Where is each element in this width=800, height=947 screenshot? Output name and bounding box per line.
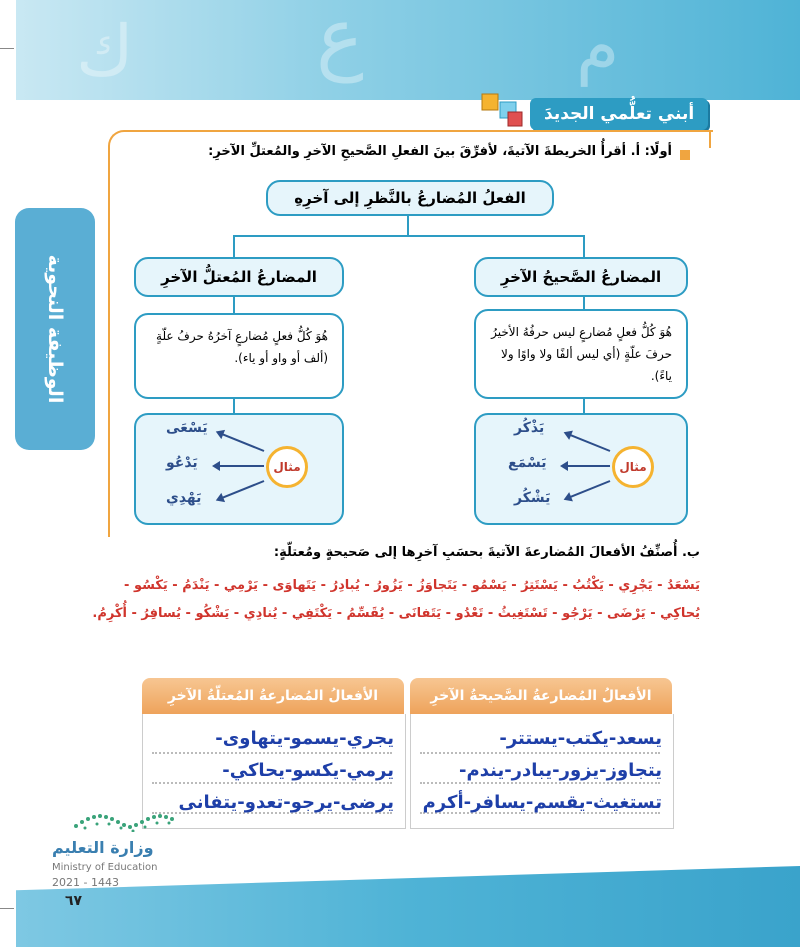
right-example: يَشْكُر <box>514 490 551 506</box>
handwritten-answer: يرمي-يكسو-يحاكي- <box>222 760 394 781</box>
left-example: يَهْدِي <box>166 490 202 506</box>
right-example: يَذْكُر <box>514 420 545 436</box>
map-right-examples <box>474 413 688 525</box>
side-tab <box>15 208 95 450</box>
map-right-desc <box>474 309 688 399</box>
crop-mark <box>0 908 14 909</box>
map-left-title-label: المضارعُ المُعتلُّ الآخرِ <box>161 268 317 286</box>
handwritten-answer: يرضى-يرجو-تعدو-يتفانى <box>178 792 394 813</box>
banner-letter: ع <box>316 0 364 83</box>
orange-frame-right <box>709 130 711 148</box>
map-right-title-label: المضارعُ الصَّحيحُ الآخرِ <box>500 268 662 286</box>
section-title: أبني تعلُّمي الجديدَ <box>530 98 708 130</box>
banner-letter: م <box>576 5 620 87</box>
map-right-desc-text: هُوَ كُلُّ فعلٍ مُضارعٍ ليس حرفُهُ الأخيرُ حرفَ علّةٍ (أي ليس ألفًا ولا واوًا ولا ياءً). <box>491 325 672 383</box>
connector <box>233 235 235 257</box>
question-b: ب. أُصنِّفُ الأفعالَ المُضارعةَ الآتيةَ بحسَبِ آخرِها إلى صَحيحةٍ ومُعتلّةٍ: <box>273 545 700 560</box>
map-left-desc-text: هُوَ كُلُّ فعلٍ مُضارعٍ آخرُهُ حرفُ علّةٍ (ألف أو واو أو ياء). <box>156 329 328 365</box>
map-left-title <box>134 257 344 297</box>
map-right-title <box>474 257 688 297</box>
question-a: أولًا: أ. أقرأُ الخريطةَ الآتيةَ، لأفرِّقَ بينَ الفعلِ الصَّحيحِ الآخرِ والمُعتلِّ الآخرِ: <box>208 144 672 159</box>
handwritten-answer: يجري-يسمو-يتهاوى- <box>215 728 394 749</box>
edition-year: 2021 - 1443 <box>52 876 119 889</box>
right-example: يَسْمَع <box>508 455 547 471</box>
connector <box>233 295 235 313</box>
connector <box>407 214 409 236</box>
arrow <box>218 465 264 467</box>
bullet-icon <box>680 150 690 160</box>
answer-line <box>152 782 392 784</box>
footer-band <box>16 866 800 947</box>
left-example: يَدْعُو <box>166 455 198 471</box>
connector <box>233 397 235 413</box>
moe-logo-english: Ministry of Education <box>52 862 158 873</box>
crop-mark <box>0 48 14 49</box>
verbs-line: يُحاكِي - يَرْضَى - يَرْجُو - تَسْتَغِيثُ - تَعْدُو - يَتَفانَى - يُقَسِّمُ - يَكْتَفِي - يُنادِي - يَشْكُو - يُسافِرُ - أُكْرِمُ. <box>92 606 700 621</box>
connector <box>583 295 585 309</box>
right-example-badge: مثال <box>612 446 654 488</box>
handwritten-answer: تستغيث-يقسم-يسافر-أكرم <box>422 792 662 813</box>
verbs-line: يَسْعَدُ - يَجْرِي - يَكْتُبُ - يَسْتَتِرُ - يَسْمُو - يَتَجاوَزُ - يَزُورُ - يُبادِرُ - يَتَهاوَى - يَرْمِي - يَنْدَمُ - يَكْسُو - <box>124 578 700 593</box>
moe-logo-arabic: وزارة التعليم <box>52 838 154 857</box>
orange-frame-top <box>600 130 711 132</box>
connector <box>583 235 585 257</box>
connector <box>233 235 585 237</box>
answer-line <box>420 752 660 754</box>
handwritten-answer: يسعد-يكتب-يستتر- <box>499 728 662 749</box>
moe-logo-icon <box>70 806 180 832</box>
table-header-left: الأفعالُ المُضارعةُ المُعتلّةُ الآخرِ <box>142 678 404 714</box>
table-header-right: الأفعالُ المُضارعةُ الصَّحيحةُ الآخرِ <box>410 678 672 714</box>
cubes-icon <box>478 90 528 130</box>
top-banner <box>16 0 800 100</box>
left-example-badge: مثال <box>266 446 308 488</box>
map-left-desc <box>134 313 344 399</box>
answer-line <box>420 782 660 784</box>
banner-letter: ك <box>76 10 134 92</box>
arrow <box>566 465 610 467</box>
connector <box>583 397 585 413</box>
page-number: ٦٧ <box>65 893 83 909</box>
answer-line <box>152 752 392 754</box>
left-example: يَسْعَى <box>166 420 208 436</box>
side-tab-label: الوظيفة النحوية <box>44 254 66 404</box>
handwritten-answer: يتجاوز-يزور-يبادر-يندم- <box>459 760 662 781</box>
map-root <box>266 180 554 216</box>
map-root-label: الفعلُ المُضارعُ بالنَّظرِ إلى آخرِهِ <box>294 189 526 207</box>
